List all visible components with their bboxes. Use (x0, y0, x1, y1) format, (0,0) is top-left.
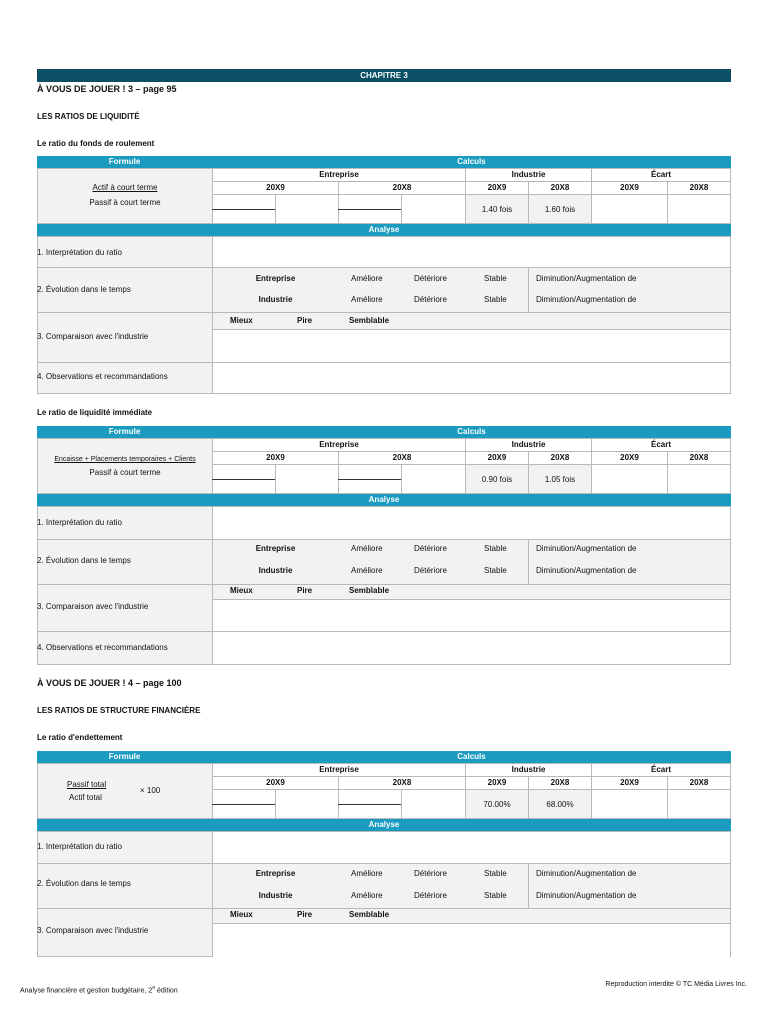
option-stable[interactable]: Stable (484, 566, 507, 575)
section1-title: À VOUS DE JOUER ! 3 – page 95 (37, 84, 177, 94)
input-cell[interactable] (667, 464, 731, 494)
year-2009: 20X9 (266, 453, 285, 462)
analyse-header: Analyse (37, 494, 731, 506)
formula-cell (37, 168, 213, 224)
industry-value-2008: 1.60 fois (544, 205, 576, 214)
option-dim-aug[interactable]: Diminution/Augmentation de (536, 891, 637, 900)
question-3: 3. Comparaison avec l'industrie (37, 926, 149, 935)
answer-area[interactable] (212, 506, 731, 540)
answer-area[interactable] (212, 329, 731, 363)
numerator: Passif total (67, 780, 107, 789)
evolution-entreprise: Entreprise (255, 544, 296, 553)
year-2009: 20X9 (620, 778, 639, 787)
option-deteriore[interactable]: Détériore (414, 295, 447, 304)
option-dim-aug[interactable]: Diminution/Augmentation de (536, 869, 637, 878)
footer-left (20, 985, 178, 994)
question-2: 2. Évolution dans le temps (37, 285, 131, 294)
input-cell[interactable] (401, 464, 466, 494)
question-4: 4. Observations et recommandations (37, 372, 168, 381)
footer-right: Reproduction interdite © TC Média Livres Inc. (605, 981, 747, 988)
section2-title: À VOUS DE JOUER ! 4 – page 100 (37, 678, 182, 688)
calculs-header: Calculs (212, 426, 731, 438)
chapter-bar: CHAPITRE 3 (37, 69, 731, 82)
industrie-header: Industrie (511, 170, 546, 179)
question-1: 1. Interprétation du ratio (37, 842, 122, 851)
input-cell[interactable] (401, 194, 466, 224)
option-deteriore[interactable]: Détériore (414, 274, 447, 283)
industry-value-2009: 70.00% (483, 800, 511, 809)
year-2009: 20X9 (620, 453, 639, 462)
evolution-industrie: Industrie (258, 295, 293, 304)
year-2009: 20X9 (266, 183, 285, 192)
option-mieux[interactable]: Mieux (230, 586, 253, 595)
question-2: 2. Évolution dans le temps (37, 879, 131, 888)
year-2009: 20X9 (266, 778, 285, 787)
option-ameliore[interactable]: Améliore (351, 566, 383, 575)
year-2008: 20X8 (392, 453, 412, 462)
option-deteriore[interactable]: Détériore (414, 869, 447, 878)
input-cell[interactable] (591, 194, 668, 224)
numerator: Encaisse + Placements temporaires + Clients (54, 456, 196, 463)
input-cell[interactable] (275, 194, 339, 224)
option-stable[interactable]: Stable (484, 544, 507, 553)
entreprise-header: Entreprise (319, 440, 359, 449)
option-dim-aug[interactable]: Diminution/Augmentation de (536, 566, 637, 575)
analyse-header: Analyse (37, 224, 731, 236)
year-2008: 20X8 (689, 453, 709, 462)
question-3: 3. Comparaison avec l'industrie (37, 602, 149, 611)
option-ameliore[interactable]: Améliore (351, 869, 383, 878)
option-ameliore[interactable]: Améliore (351, 274, 383, 283)
option-mieux[interactable]: Mieux (230, 316, 253, 325)
year-2008: 20X8 (550, 183, 570, 192)
ratio1-title: Le ratio du fonds de roulement (37, 139, 155, 148)
option-ameliore[interactable]: Améliore (351, 891, 383, 900)
option-deteriore[interactable]: Détériore (414, 891, 447, 900)
evolution-industrie: Industrie (258, 566, 293, 575)
formula-cell (37, 438, 213, 494)
section1-subtitle: LES RATIOS DE LIQUIDITÉ (37, 112, 140, 121)
input-cell[interactable] (591, 789, 668, 819)
input-cell[interactable] (275, 789, 339, 819)
input-cell[interactable] (275, 464, 339, 494)
answer-area[interactable] (212, 599, 731, 632)
year-2009: 20X9 (487, 778, 507, 787)
ecart-header: Écart (650, 765, 671, 774)
year-2009: 20X9 (620, 183, 639, 192)
question-1: 1. Interprétation du ratio (37, 248, 122, 257)
input-cell[interactable] (667, 194, 731, 224)
question-2: 2. Évolution dans le temps (37, 556, 131, 565)
section2-subtitle: LES RATIOS DE STRUCTURE FINANCIÈRE (37, 706, 201, 715)
denominator: Passif à court terme (89, 198, 161, 207)
formule-header: Formule (37, 156, 212, 168)
industry-value-2008: 68.00% (546, 800, 574, 809)
input-cell[interactable] (401, 789, 466, 819)
option-semblable[interactable]: Semblable (349, 586, 390, 595)
denominator: Passif à court terme (89, 468, 161, 477)
calculs-header: Calculs (212, 156, 731, 168)
question-3: 3. Comparaison avec l'industrie (37, 332, 149, 341)
option-pire[interactable]: Pire (297, 910, 313, 919)
industrie-header: Industrie (511, 765, 546, 774)
option-stable[interactable]: Stable (484, 869, 507, 878)
calculs-header: Calculs (212, 751, 731, 763)
industry-value-2008: 1.05 fois (544, 475, 576, 484)
footer-left-sup: e (152, 985, 156, 991)
numerator: Actif à court terme (92, 183, 158, 192)
year-2008: 20X8 (392, 183, 412, 192)
industry-value-2009: 0.90 fois (481, 475, 513, 484)
option-dim-aug[interactable]: Diminution/Augmentation de (536, 274, 637, 283)
question-4: 4. Observations et recommandations (37, 643, 168, 652)
option-deteriore[interactable]: Détériore (414, 544, 447, 553)
ratio3-title: Le ratio d'endettement (37, 733, 123, 742)
answer-area[interactable] (212, 236, 731, 268)
option-stable[interactable]: Stable (484, 274, 507, 283)
year-2009: 20X9 (487, 453, 507, 462)
year-2008: 20X8 (689, 778, 709, 787)
year-2008: 20X8 (550, 453, 570, 462)
ecart-header: Écart (650, 170, 671, 179)
option-pire[interactable]: Pire (297, 586, 313, 595)
answer-area[interactable] (212, 831, 731, 864)
formule-header: Formule (37, 426, 212, 438)
entreprise-header: Entreprise (319, 170, 359, 179)
year-2008: 20X8 (689, 183, 709, 192)
option-semblable[interactable]: Semblable (349, 316, 390, 325)
formula-cell (37, 763, 213, 819)
footer-left-text: Analyse financière et gestion budgétaire, 2 (20, 987, 153, 995)
option-dim-aug[interactable]: Diminution/Augmentation de (536, 295, 637, 304)
multiplier: × 100 (140, 786, 161, 795)
year-2008: 20X8 (392, 778, 412, 787)
option-ameliore[interactable]: Améliore (351, 544, 383, 553)
option-dim-aug[interactable]: Diminution/Augmentation de (536, 544, 637, 553)
footer-left-end: édition (155, 987, 178, 995)
answer-area[interactable] (212, 631, 731, 665)
year-2009: 20X9 (487, 183, 507, 192)
option-semblable[interactable]: Semblable (349, 910, 390, 919)
option-stable[interactable]: Stable (484, 891, 507, 900)
answer-area[interactable] (212, 362, 731, 394)
question-1: 1. Interprétation du ratio (37, 518, 122, 527)
option-stable[interactable]: Stable (484, 295, 507, 304)
industrie-header: Industrie (511, 440, 546, 449)
entreprise-header: Entreprise (319, 765, 359, 774)
ratio2-title: Le ratio de liquidité immédiate (37, 408, 153, 417)
option-pire[interactable]: Pire (297, 316, 313, 325)
denominator: Actif total (69, 793, 102, 802)
evolution-industrie: Industrie (258, 891, 293, 900)
option-deteriore[interactable]: Détériore (414, 566, 447, 575)
evolution-entreprise: Entreprise (255, 274, 296, 283)
analyse-header: Analyse (37, 819, 731, 831)
option-ameliore[interactable]: Améliore (351, 295, 383, 304)
evolution-entreprise: Entreprise (255, 869, 296, 878)
input-cell[interactable] (591, 464, 668, 494)
industry-value-2009: 1.40 fois (481, 205, 513, 214)
ecart-header: Écart (650, 440, 671, 449)
year-2008: 20X8 (550, 778, 570, 787)
input-cell[interactable] (667, 789, 731, 819)
answer-area[interactable] (212, 923, 731, 957)
option-mieux[interactable]: Mieux (230, 910, 253, 919)
formule-header: Formule (37, 751, 212, 763)
